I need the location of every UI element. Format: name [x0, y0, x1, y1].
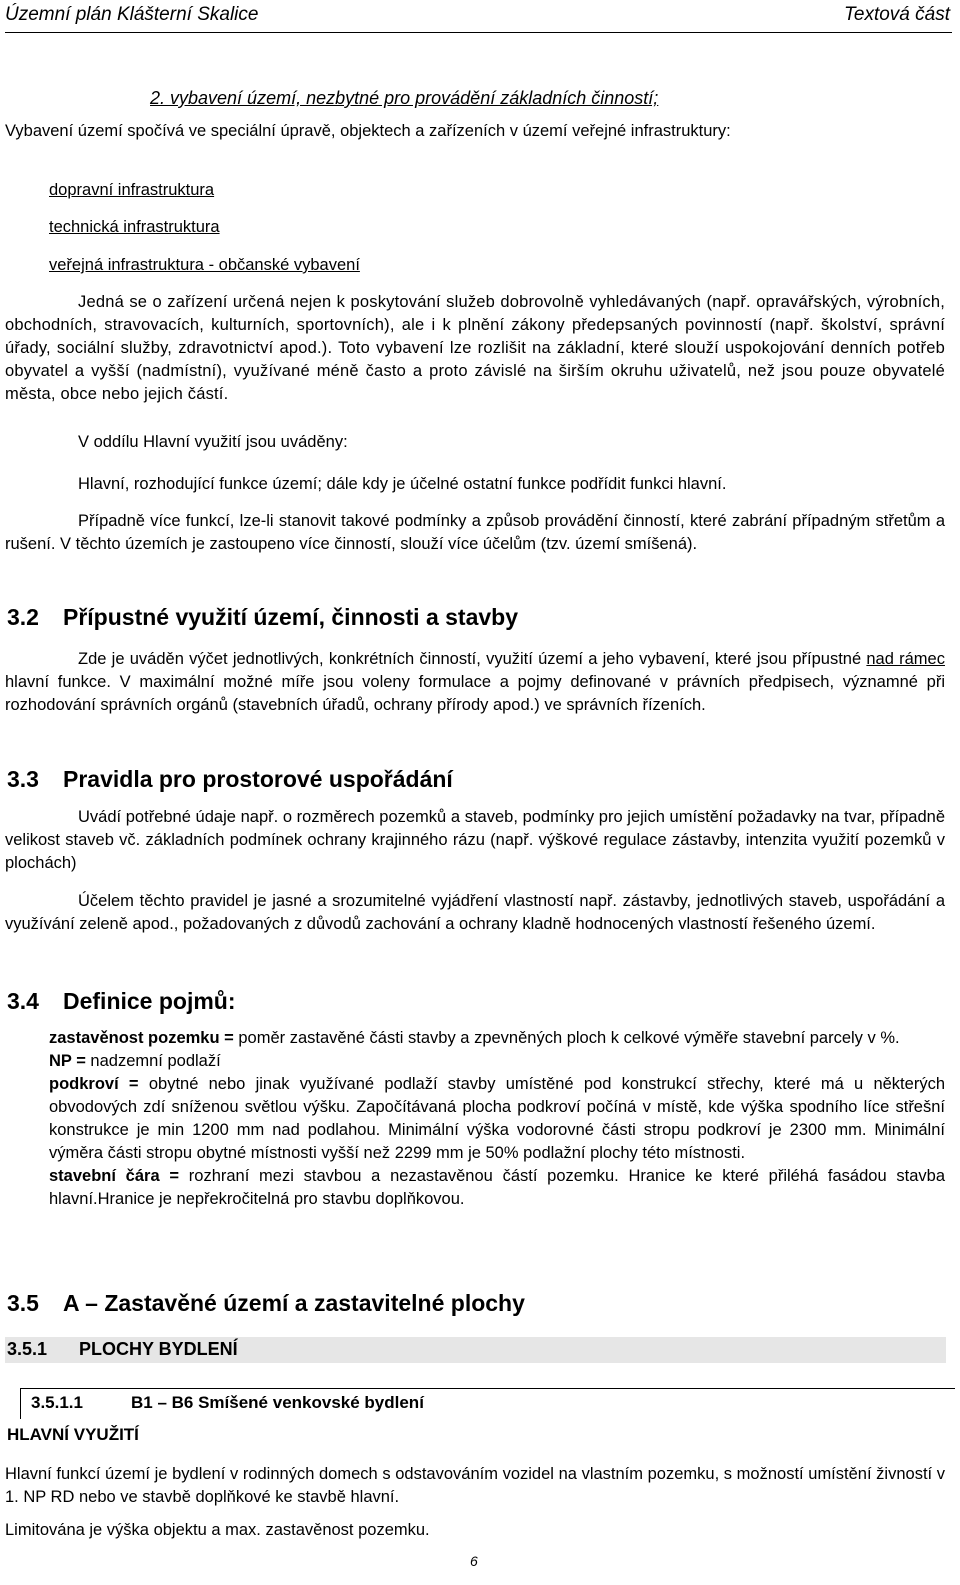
section-3-3-paragraph-1: Uvádí potřebné údaje např. o rozměrech pozemků a staveb, podmínky pro jejich umístění požadavky na tvar, případně velikost staveb vč. základních podmínek ochrany krajinného rázu (např. výškové regulace zástavby, intenzita využití pozemků v plochách): [5, 808, 945, 872]
section-number: 3.2: [7, 604, 39, 630]
section-number: 3.3: [7, 766, 39, 792]
header-divider: [5, 32, 952, 33]
section-number: 3.5.1: [7, 1339, 48, 1359]
text-run: Zde je uváděn výčet jednotlivých, konkrétních činností, využití území a jeho vybavení, které jsou přípustné: [78, 650, 867, 668]
definition-text: poměr zastavěné části stavby a zpevněných ploch k celkové výměře stavební parcely v %.: [233, 1029, 900, 1047]
definitions-list: [49, 1027, 945, 1211]
text-run: hlavní funkce. V maximální možné míře jsou voleny formulace a pojmy definované v právních předpisech, významné při rozhodování správních orgánů (stavebních úřadů, ochrany přírody apod.) ve správních řízeních.: [5, 673, 945, 714]
underlined-text: nad rámec: [866, 650, 945, 668]
section-3-5-1-heading: [7, 1339, 238, 1360]
definition-term: NP =: [49, 1052, 86, 1070]
definition-text: nadzemní podlaží: [85, 1052, 221, 1070]
section-3-3-paragraph-2: Účelem těchto pravidel je jasné a srozumitelné vyjádření vlastností např. zástavby, jednotlivých staveb, uspořádání a využívání zeleně apod., požadovaných z důvodů zachování a ochrany kladně hodnocených vlastností řešeného území.: [5, 892, 945, 933]
definition-term: zastavěnost pozemku =: [49, 1029, 234, 1047]
section-3-5-1-1-heading: [31, 1393, 424, 1413]
section-3-2-paragraph: [5, 648, 945, 717]
limit-paragraph: Limitována je výška objektu a max. zastavěnost pozemku.: [5, 1521, 430, 1539]
definition-text: obytné nebo jinak využívané podlaží stavby umístěné pod konstrukcí střechy, které má u některých obvodových zdí sníženou světlou výšku. Započítávaná plocha podkroví počíná v místě, kde výška spodního líce střešní konstrukce je min 1200 mm nad podlahou. Minimální výška vodorovné části stropu podkroví je 2300 mm. Minimální výměra části stropu obytné místnosti vyšší než 2299 mm je 50% podlažní plochy této místnosti.: [49, 1075, 945, 1162]
civic-paragraph: Jedná se o zařízení určená nejen k poskytování služeb dobrovolně vyhledávaných (např. opravářských, výrobních, obchodních, stravovacích, kulturních, sportovních), ale i k plnění zákony předepsaných povinností (např. školství, správní úřady, sociální služby, zdravotnictví apod.). Toto vybavení lze rozlišit na základní, které slouží uspokojování denních potřeb obyvatel a vyšší (nadmístní), využívané méně často a proto závislé na širším okruhu uživatelů, než jsou pouze obyvatelé města, obce nebo jejich částí.: [5, 293, 945, 403]
section-3-2-heading: [7, 604, 518, 631]
definition-stavebni-cara: [49, 1165, 945, 1211]
list-item-technical: technická infrastruktura: [49, 218, 220, 236]
section-3-5-heading: [7, 1290, 525, 1317]
section-title: B1 – B6 Smíšené venkovské bydlení: [131, 1393, 424, 1412]
header-section: Textová část: [844, 4, 950, 25]
section-title: PLOCHY BYDLENÍ: [79, 1339, 238, 1359]
section-title: Přípustné využití území, činnosti a stavby: [63, 604, 519, 630]
definition-term: stavební čára =: [49, 1167, 180, 1185]
definition-text: rozhraní mezi stavbou a nezastavěnou částí pozemku. Hranice ke které přiléhá fasádou stavba hlavní.Hranice je nepřekročitelná pro stavbu doplňkovou.: [49, 1167, 945, 1208]
subheading-equipment: 2. vybavení území, nezbytné pro provádění základních činností;: [150, 88, 659, 108]
definition-term: podkroví =: [49, 1075, 139, 1093]
section-number: 3.4: [7, 988, 39, 1014]
section-number: 3.5: [7, 1290, 39, 1316]
definition-zastavenost: [49, 1027, 945, 1050]
main-use-intro: V oddílu Hlavní využití jsou uváděny:: [78, 433, 348, 451]
main-use-label: HLAVNÍ VYUŽITÍ: [7, 1425, 139, 1444]
definition-np: [49, 1050, 945, 1073]
section-number: 3.5.1.1: [31, 1393, 83, 1412]
definition-podkrovi: [49, 1073, 945, 1165]
section-title: Pravidla pro prostorové uspořádání: [63, 766, 453, 792]
intro-paragraph: Vybavení území spočívá ve speciální úpravě, objektech a zařízeních v území veřejné infrastruktury:: [5, 122, 731, 140]
main-function-paragraph: Hlavní, rozhodující funkce území; dále kdy je účelné ostatní funkce podřídit funkci hlavní.: [78, 475, 727, 493]
header-title: Územní plán Klášterní Skalice: [5, 4, 259, 25]
multi-function-paragraph: Případně více funkcí, lze-li stanovit takové podmínky a způsob provádění činností, které zabrání případným střetům a rušení. V těchto územích je zastoupeno více činností, slouží více účelům (tzv. území smíšená).: [5, 512, 945, 553]
section-title: A – Zastavěné území a zastavitelné plochy: [63, 1290, 525, 1316]
section-title: Definice pojmů:: [63, 988, 236, 1014]
main-use-paragraph: Hlavní funkcí území je bydlení v rodinných domech s odstavováním vozidel na vlastním pozemku, s možností umístění živností v 1. NP RD nebo ve stavbě doplňkové ke stavbě hlavní.: [5, 1465, 945, 1506]
section-3-4-heading: [7, 988, 236, 1015]
list-item-transport: dopravní infrastruktura: [49, 181, 215, 199]
list-item-civic: veřejná infrastruktura - občanské vybavení: [49, 256, 360, 274]
page-number: 6: [470, 1553, 478, 1569]
section-3-3-heading: [7, 766, 453, 793]
